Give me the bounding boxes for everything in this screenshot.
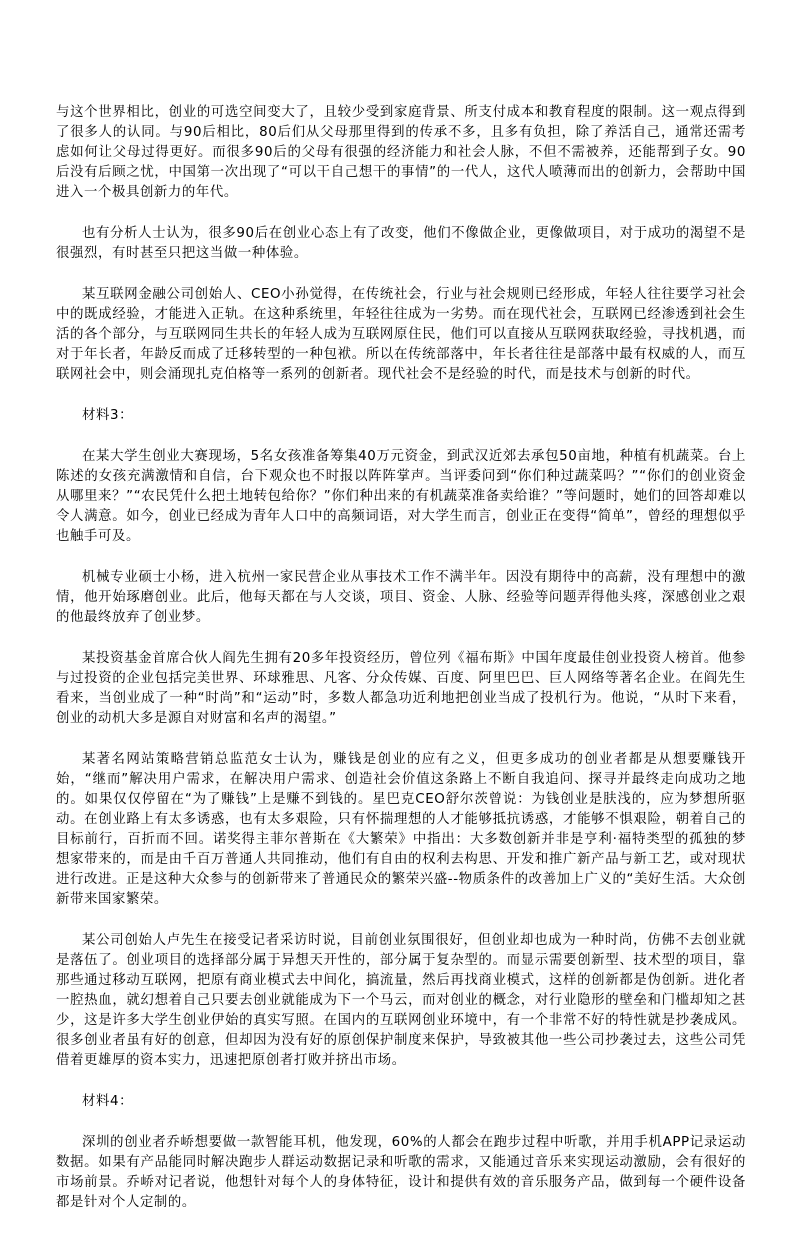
- paragraph-qiao-qiao: 深圳的创业者乔峤想要做一款智能耳机，他发现，60%的人都会在跑步过程中听歌，并用手机APP记录运动数据。如果有产品能同时解决跑步人群运动数据记录和听歌的需求，又能通过音乐来实现运动激励，会有很好的市场前景。乔峤对记者说，他想针对每个人的身体特征，设计和提供有效的音乐服务产品，做到每一个硬件设备都是针对个人定制的。: [56, 1135, 746, 1210]
- paragraph-xiao-yang: 机械专业硕士小杨，进入杭州一家民营企业从事技术工作不满半年。因没有期待中的高薪，没有理想中的激情，他开始琢磨创业。此后，他每天都在与人交谈，项目、资金、人脉、经验等问题弄得他头疼，深感创业之艰的他最终放弃了创业梦。: [56, 570, 746, 625]
- paragraph-founder-lu: 某公司创始人卢先生在接受记者采访时说，目前创业氛围很好，但创业却也成为一种时尚，仿佛不去创业就是落伍了。创业项目的选择部分属于异想天开性的，部分属于复杂型的。而显示需要创新型、技术型的项目，靠那些通过移动互联网，把原有商业模式去中间化，搞流量，然后再找商业模式，这样的创新都是伪创新。进化者一腔热血，就幻想着自己只要去创业就能成为下一个马云，而对创业的概念，对行业隐形的壁垒和门槛却知之甚少，这是许多大学生创业伊始的真实写照。在国内的互联网创业环境中，有一个非常不好的特性就是抄袭成风。很多创业者虽有好的创意，但却因为没有好的原创保护制度来保护，导致被其他一些公司抄袭过去，这些公司凭借着更雄厚的资本实力，迅速把原创者打败并挤出市场。: [56, 933, 746, 1068]
- paragraph-investor-yan: 某投资基金首席合伙人阎先生拥有20多年投资经历，曾位列《福布斯》中国年度最佳创业投资人榜首。他参与过投资的企业包括完美世界、环球雅思、凡客、分众传媒、百度、阿里巴巴、巨人网络等著名企业。在阎先生看来，当创业成了一种“时尚”和“运动”时，多数人都急功近利地把创业当成了投机行为。他说，“从时下来看，创业的动机大多是源自对财富和名声的渴望。”: [56, 651, 746, 726]
- document-page: [56, 103, 746, 1234]
- material-3-heading: 材料3：: [82, 408, 134, 423]
- paragraph-director-fan: 某著名网站策略营销总监范女士认为，赚钱是创业的应有之义，但更多成功的创业者都是从想要赚钱开始，“继而”解决用户需求，在解决用户需求、创造社会价值这条路上不断自我追问、探寻并最终走向成功之地的。如果仅仅停留在“为了赚钱”上是赚不到钱的。星巴克CEO舒尔茨曾说：为钱创业是肤浅的，应为梦想所驱动。在创业路上有太多诱惑，也有太多艰险，只有怀揣理想的人才能够抵抗诱惑，才能够不惧艰险，朝着自己的目标前行，百折而不回。诺奖得主菲尔普斯在《大繁荣》中指出：大多数创新并非是亨利·福特类型的孤独的梦想家带来的，而是由千百万普通人共同推动，他们有自由的权利去构思、开发和推广新产品与新工艺，或对现状进行改进。正是这种大众参与的创新带来了普通民众的繁荣兴盛--物质条件的改善加上广义的“美好生活。大众创新带来国家繁荣。: [56, 752, 746, 907]
- material-4-heading: 材料4：: [82, 1094, 134, 1109]
- paragraph-generation-comparison: 与这个世界相比，创业的可选空间变大了，且较少受到家庭背景、所支付成本和教育程度的限制。这一观点得到了很多人的认同。与90后相比，80后们从父母那里得到的传承不多，且多有负担，除了养活自己，通常还需考虑如何让父母过得更好。而很多90后的父母有很强的经济能力和社会人脉，不但不需被养，还能帮到子女。90后没有后顾之忧，中国第一次出现了“可以干自己想干的事情”的一代人，这代人喷薄而出的创新力，会帮助中国进入一个极具创新力的年代。: [56, 105, 746, 200]
- paragraph-student-contest: 在某大学生创业大赛现场，5名女孩准备筹集40万元资金，到武汉近郊去承包50亩地，种植有机蔬菜。台上陈述的女孩充满激情和自信，台下观众也不时报以阵阵掌声。当评委问到“你们种过蔬菜吗？”“你们的创业资金从哪里来？”“农民凭什么把土地转包给你？”你们种出来的有机蔬菜准备卖给谁？”等问题时，她们的回答却难以令人满意。如今，创业已经成为青年人口中的高频词语，对大学生而言，创业正在变得“简单”，曾经的理想似乎也触手可及。: [56, 449, 746, 544]
- paragraph-analyst-view: 也有分析人士认为，很多90后在创业心态上有了改变，他们不像做企业，更像做项目，对于成功的渴望不是很强烈，有时甚至只把这当做一种体验。: [56, 226, 746, 261]
- paragraph-ceo-sun: 某互联网金融公司创始人、CEO小孙觉得，在传统社会，行业与社会规则已经形成，年轻人往往要学习社会中的既成经验，才能进入正轨。在这种系统里，年轻往往成为一劣势。而在现代社会，互联网已经渗透到社会生活的各个部分，与互联网同生共长的年轻人成为互联网原住民，他们可以直接从互联网获取经验，寻找机遇，而对于年长者，年龄反而成了迁移转型的一种包袱。所以在传统部落中，年长者往往是部落中最有权威的人，而互联网社会中，则会涌现扎克伯格等一系列的创新者。现代社会不是经验的时代，而是技术与创新的时代。: [56, 287, 746, 382]
